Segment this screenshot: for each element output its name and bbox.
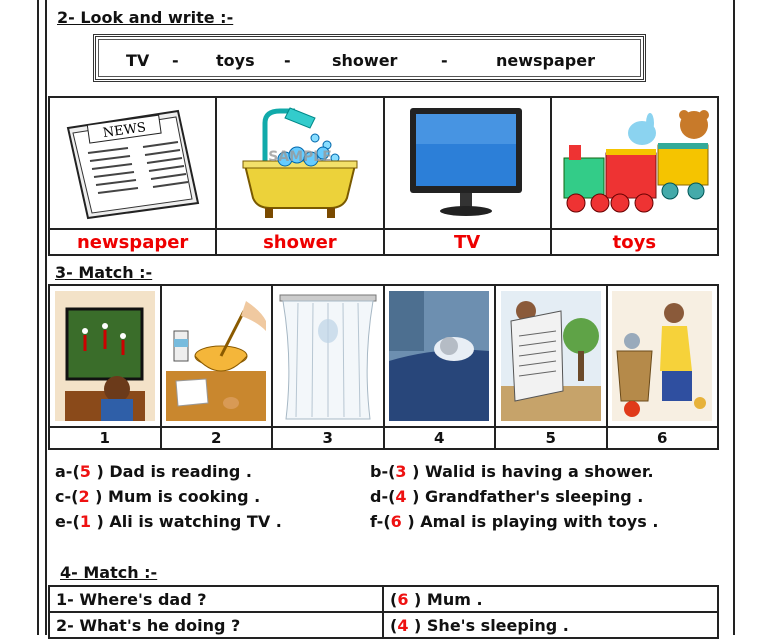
sample-watermark: SAMPLE [268, 149, 332, 165]
sentence-text: ) Grandfather's sleeping . [406, 487, 644, 506]
answer-label: TV [384, 229, 551, 255]
sentence-a [55, 462, 252, 481]
word-separator: - [172, 51, 179, 70]
picture-cell [216, 97, 383, 229]
sentence-b [370, 462, 654, 481]
playing-toys-icon [612, 291, 712, 421]
section-2-heading: 2- Look and write :- [57, 8, 234, 27]
sentence-prefix: b-( [370, 462, 396, 481]
word-separator: - [284, 51, 291, 70]
table-row [49, 612, 718, 638]
sentence-f [370, 512, 658, 531]
picture-cell [607, 285, 719, 427]
newspaper-icon [58, 103, 208, 223]
left-margin-line [37, 0, 39, 635]
answer-number: 2 [78, 487, 90, 506]
word-bank-item: shower [332, 51, 398, 70]
answer-number: 4 [397, 615, 409, 635]
reading-newspaper-icon [501, 291, 601, 421]
picture-cell [49, 285, 161, 427]
answer-cell [383, 586, 718, 612]
answer-cell [383, 612, 718, 638]
bathtub-icon [235, 103, 365, 223]
picture-number: 2 [161, 427, 273, 449]
picture-cell [495, 285, 607, 427]
answer-number: 5 [79, 462, 91, 481]
sentence-text: ) Walid is having a shower. [406, 462, 654, 481]
television-icon [402, 103, 532, 223]
answer-number: 6 [390, 512, 402, 531]
picture-cell [49, 97, 216, 229]
picture-cell [384, 97, 551, 229]
section-3-heading: 3- Match :- [55, 263, 153, 282]
sentence-e [55, 512, 282, 531]
question-answer-table [48, 585, 719, 639]
word-bank-item: toys [216, 51, 255, 70]
word-bank-box [93, 34, 646, 82]
picture-number: 6 [607, 427, 719, 449]
answer-text: ) She's sleeping . [408, 615, 569, 635]
sentence-prefix: d-( [370, 487, 396, 506]
cooking-icon [166, 291, 266, 421]
table-row [49, 586, 718, 612]
sentence-c [55, 487, 260, 506]
picture-cell [551, 97, 718, 229]
word-separator: - [441, 51, 448, 70]
answer-label: toys [551, 229, 718, 255]
answer-number: 4 [395, 487, 407, 506]
right-margin-line [733, 0, 735, 635]
sleeping-icon [389, 291, 489, 421]
sentence-text: ) Ali is watching TV . [90, 512, 282, 531]
answer-number: 6 [397, 589, 409, 609]
answer-number: 1 [79, 512, 91, 531]
sentence-prefix: f-( [370, 512, 391, 531]
sentence-text: ) Dad is reading . [90, 462, 252, 481]
answer-prefix: ( [390, 589, 398, 609]
answer-number: 3 [395, 462, 407, 481]
look-and-write-table [48, 96, 719, 256]
picture-cell [272, 285, 384, 427]
sentence-prefix: a-( [55, 462, 80, 481]
picture-number: 1 [49, 427, 161, 449]
news-badge-text: NEWS [101, 120, 147, 142]
sentence-prefix: c-( [55, 487, 79, 506]
sentence-text: ) Amal is playing with toys . [401, 512, 659, 531]
answer-text: ) Mum . [408, 589, 483, 609]
answer-prefix: ( [390, 615, 398, 635]
question-cell: 1- Where's dad ? [49, 586, 383, 612]
picture-cell [161, 285, 273, 427]
picture-number: 3 [272, 427, 384, 449]
picture-cell [384, 285, 496, 427]
picture-number: 5 [495, 427, 607, 449]
sentence-d [370, 487, 643, 506]
match-pictures-table [48, 284, 719, 450]
word-bank-item: TV [126, 51, 150, 70]
question-cell: 2- What's he doing ? [49, 612, 383, 638]
picture-number: 4 [384, 427, 496, 449]
answer-label: shower [216, 229, 383, 255]
toy-train-icon [554, 103, 714, 223]
sentence-prefix: e-( [55, 512, 80, 531]
word-bank-item: newspaper [496, 51, 595, 70]
answer-label: newspaper [49, 229, 216, 255]
section-4-heading: 4- Match :- [60, 563, 158, 582]
watching-tv-icon [55, 291, 155, 421]
shower-curtain-icon [278, 291, 378, 421]
left-margin-line-inner [45, 0, 47, 635]
sentence-text: ) Mum is cooking . [89, 487, 261, 506]
